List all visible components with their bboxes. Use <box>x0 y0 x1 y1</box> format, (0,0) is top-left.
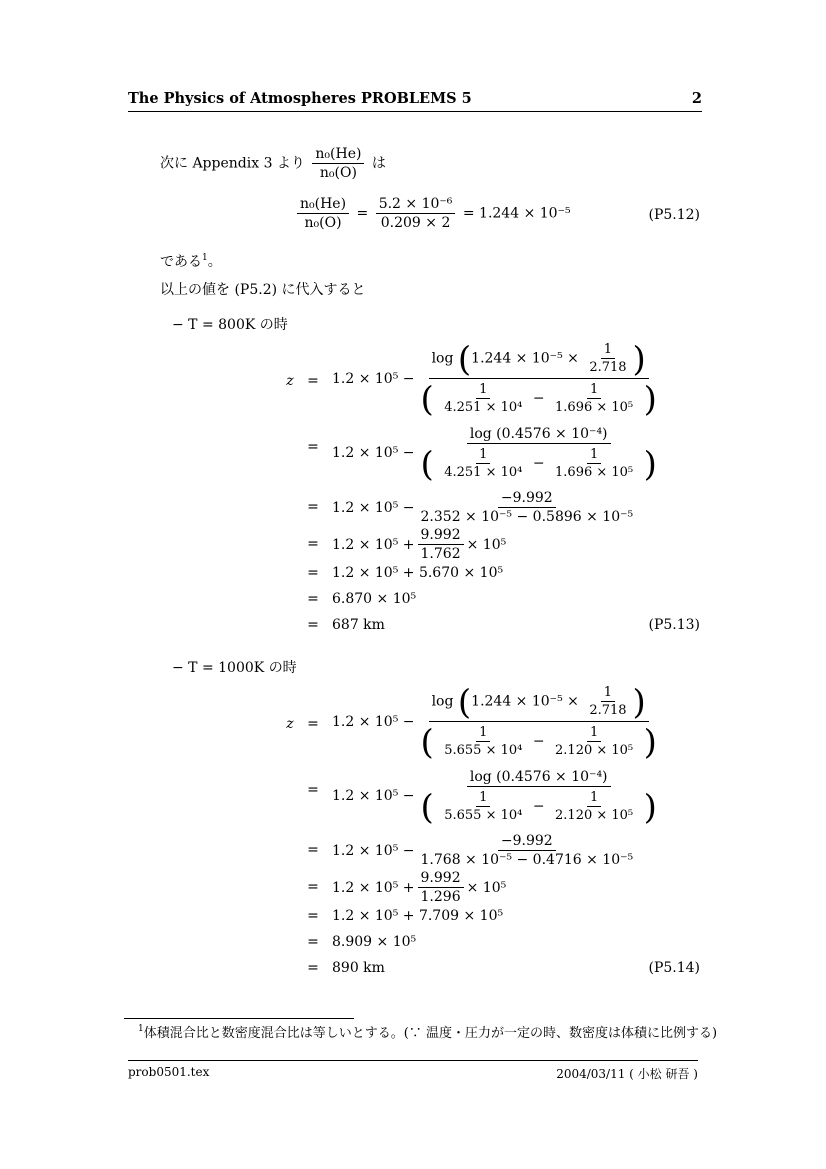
case1-heading: − T = 800K の時 <box>172 317 288 333</box>
case1-row-5: = 1.2 × 10⁵ + 5.670 × 10⁵ <box>307 565 504 581</box>
footnote-text: 体積混合比と数密度混合比は等しいとする。(∵ 温度・圧力が一定の時、数密度は体積に比例する) <box>143 1026 718 1041</box>
p512-equals: = <box>356 205 369 222</box>
footer-file: prob0501.tex <box>128 1065 210 1079</box>
case1-row-2: = 1.2 × 10⁵ − log (0.4576 × 10⁻⁴) ( $\frac{1}{\text{4.251 × 10⁴}}$ − $\frac{1}{\text{1.696 × 10⁵}}$ ) <box>0 426 826 488</box>
body-line-1-text: である <box>160 254 202 270</box>
intro-lead: 次に Appendix 3 より <box>160 155 305 172</box>
case2-r3-frac: $\frac{-9.992}{\text{1.768 × 10⁻⁵ − 0.4716 × 10⁻⁵}}$ <box>420 833 634 868</box>
intro-ratio-denominator: n₀(O) <box>319 165 357 181</box>
case2-row-6: = 8.909 × 10⁵ <box>307 934 417 950</box>
footer-date-author: 2004/03/11 ( 小松 研吾 ) <box>556 1067 698 1081</box>
footnote-rule <box>124 1018 354 1019</box>
intro-ratio-numerator: n₀(He) <box>312 146 364 164</box>
intro-ratio <box>312 146 364 181</box>
body-line-1 <box>160 251 222 271</box>
equation-p512 <box>294 196 571 231</box>
footer-rule <box>128 1060 698 1061</box>
case2-r1-frac: log (1.244 × 10⁻⁵ × $\frac{1}{2.718}$ ) ( $\frac{1}{\text{5.655 × 10⁴}}$ − $\frac{1}{\text{2.120 × 10⁵}}$ ) <box>420 682 657 763</box>
case2-row-7: = 890 km (P5.14) <box>307 960 700 976</box>
case1-row-6: = 6.870 × 10⁵ <box>307 591 417 607</box>
case1-row-3: = 1.2 × 10⁵ − $\frac{-9.992}{\text{2.352 × 10⁻⁵ − 0.5896 × 10⁻⁵}}$ <box>0 490 826 526</box>
case2-row-1: z = 1.2 × 10⁵ − log (1.244 × 10⁻⁵ × $\frac{1}{2.718}$ ) ( $\frac{1}{\text{5.655 × 10⁴}}$ − $\frac{1}{\text{2.120 × 10⁵}}$ ) <box>0 685 826 767</box>
case1-r1-base: 1.2 × 10⁵ − <box>332 370 415 387</box>
case2-row-5: = 1.2 × 10⁵ + 7.709 × 10⁵ <box>307 908 504 924</box>
case1-row-1-rhs <box>332 339 663 420</box>
case1-rel-1: = <box>307 373 319 389</box>
case2-row-3: = 1.2 × 10⁵ − $\frac{-9.992}{\text{1.768 × 10⁻⁵ − 0.4716 × 10⁻⁵}}$ <box>0 833 826 869</box>
case1-row-1 <box>0 339 826 424</box>
tag-p512: (P5.12) <box>648 207 700 223</box>
header-title: The Physics of Atmospheres PROBLEMS 5 <box>128 90 472 107</box>
case1-row-7: = 687 km (P5.13) <box>307 617 700 633</box>
p512-mid-den: 0.209 × 2 <box>380 215 451 231</box>
case1-r4-frac: $\frac{9.992}{1.762}$ <box>418 527 464 562</box>
case1-r2-frac: log (0.4576 × 10⁻⁴) ( $\frac{1}{\text{4.251 × 10⁴}}$ − $\frac{1}{\text{1.696 × 10⁵}}$ ) <box>420 426 657 485</box>
p512-lhs <box>297 196 349 231</box>
intro-line <box>160 146 386 181</box>
tag-p514: (P5.14) <box>648 960 700 976</box>
p512-lhs-num: n₀(He) <box>297 196 349 214</box>
case2-row-2: = 1.2 × 10⁵ − log (0.4576 × 10⁻⁴) ( $\frac{1}{\text{5.655 × 10⁴}}$ − $\frac{1}{\text{2.120 × 10⁵}}$ ) <box>0 769 826 831</box>
case1-r3-frac: $\frac{-9.992}{\text{2.352 × 10⁻⁵ − 0.5896 × 10⁻⁵}}$ <box>420 490 634 525</box>
case2-heading: − T = 1000K の時 <box>172 660 297 676</box>
case1-r1-den: ( $\frac{1}{\text{4.251 × 10⁴}}$ − $\frac{1}{\text{1.696 × 10⁵}}$ ) <box>420 379 657 420</box>
footnote <box>138 1022 717 1041</box>
case1-z: z <box>286 373 294 389</box>
footnote-ref: 1 <box>202 253 208 263</box>
page-number: 2 <box>691 90 702 107</box>
case2-z: z <box>286 716 294 732</box>
intro-trail: は <box>371 155 386 172</box>
header-rule <box>128 111 702 112</box>
case1-r1-num: log (1.244 × 10⁻⁵ × $\frac{1}{2.718}$ ) <box>429 342 649 379</box>
case1-row-4: = 1.2 × 10⁵ + $\frac{9.992}{1.762}$ × 10⁵ <box>307 527 507 562</box>
case2-row-4: = 1.2 × 10⁵ + $\frac{9.992}{1.296}$ × 10⁵ <box>307 870 507 905</box>
case2-r2-frac: log (0.4576 × 10⁻⁴) ( $\frac{1}{\text{5.655 × 10⁴}}$ − $\frac{1}{\text{2.120 × 10⁵}}$ ) <box>420 769 657 828</box>
case1-r1-frac <box>418 339 660 420</box>
footnote-mark: 1 <box>138 1024 144 1034</box>
p512-mid-num: 5.2 × 10⁻⁶ <box>376 196 456 214</box>
p512-result: = 1.244 × 10⁻⁵ <box>462 205 571 222</box>
tag-p513: (P5.13) <box>648 617 700 633</box>
p512-lhs-den: n₀(O) <box>304 215 342 231</box>
body-line-2: 以上の値を (P5.2) に代入すると <box>160 282 366 298</box>
p512-mid <box>376 196 456 231</box>
body-line-1-end: 。 <box>207 254 222 270</box>
case2-r4-frac: $\frac{9.992}{1.296}$ <box>418 870 464 905</box>
